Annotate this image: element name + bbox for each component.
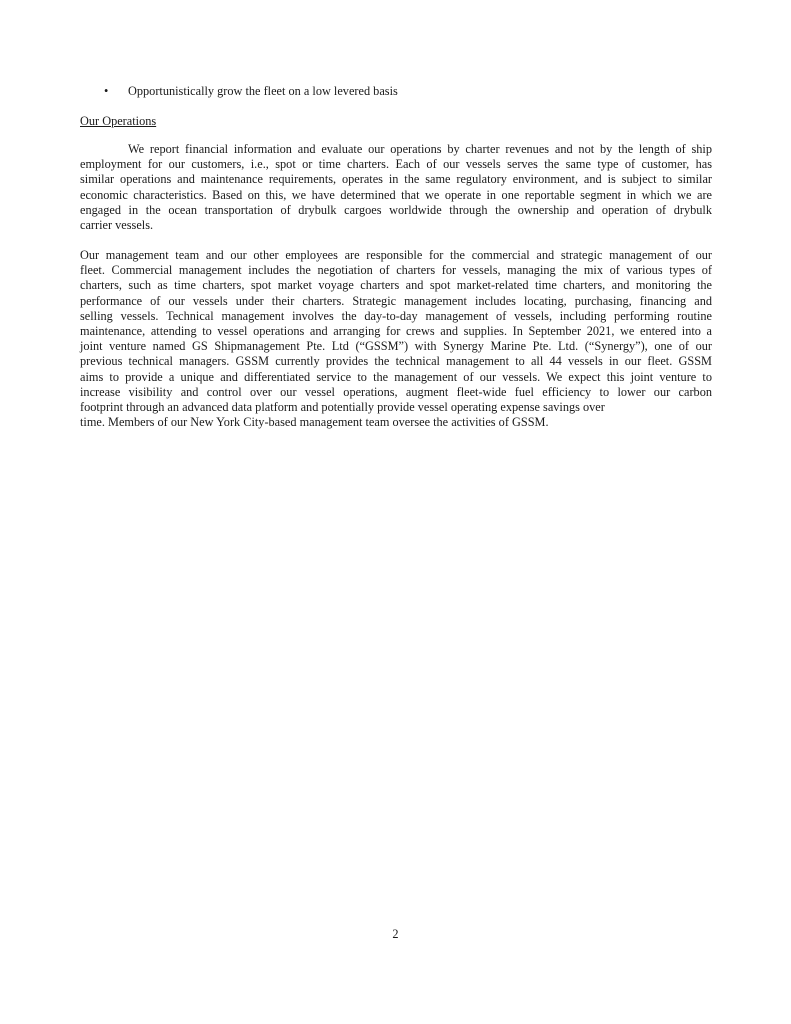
paragraph-line: aims to provide a unique and differentiated service to the management of our vessels. We expect this joint venture to xyxy=(80,369,712,384)
paragraph-line: time. Members of our New York City-based management team oversee the activities of GSSM. xyxy=(80,415,549,430)
paragraph-line: charters, such as time charters, spot market voyage charters and spot market-related time charters, and monitoring the xyxy=(80,278,712,293)
bullet-symbol: • xyxy=(104,84,109,98)
paragraph-line: Our management team and our other employees are responsible for the commercial and strategic management of our xyxy=(80,248,712,262)
paragraph-line: joint venture named GS Shipmanagement Pte. Ltd (“GSSM”) with Synergy Marine Pte. Ltd. (“Synergy”), one of our xyxy=(80,339,712,354)
page-number: 2 xyxy=(392,927,399,941)
paragraph-line: We report financial information and evaluate our operations by charter revenues and not by the length of ship xyxy=(128,142,712,156)
paragraph-line: increase visibility and control over our vessel operations, augment fleet-wide fuel efficiency to lower our carbon xyxy=(80,384,712,399)
paragraph-line: carrier vessels. xyxy=(80,218,154,233)
section-heading: Our Operations xyxy=(80,114,157,128)
bullet-text: Opportunistically grow the fleet on a low levered basis xyxy=(128,84,398,98)
paragraph-operations-reporting xyxy=(80,142,712,233)
bullet-list-item xyxy=(104,84,724,99)
paragraph-line: footprint through an advanced data platform and potentially provide vessel operating expense savings over xyxy=(80,400,605,415)
paragraph-line: engaged in the ocean transportation of drybulk cargoes worldwide through the ownership and operation of drybulk xyxy=(80,202,712,217)
paragraph-management-team xyxy=(80,248,712,430)
paragraph-line: economic characteristics. Based on this, we have determined that we operate in one reportable segment in which we are xyxy=(80,187,712,202)
paragraph-line: previous technical managers. GSSM currently provides the technical management to all 44 vessels in our fleet. GSSM xyxy=(80,354,712,369)
paragraph-line: performance of our vessels under their charters. Strategic management includes locating, purchasing, financing and xyxy=(80,293,712,308)
paragraph-line: maintenance, attending to vessel operations and arranging for crews and supplies. In September 2021, we entered into a xyxy=(80,324,712,339)
paragraph-line: fleet. Commercial management includes the negotiation of charters for vessels, managing the mix of various types of xyxy=(80,263,712,278)
paragraph-line: similar operations and maintenance requirements, operates in the same regulatory environment, and is subject to similar xyxy=(80,172,712,187)
paragraph-line: selling vessels. Technical management involves the day-to-day management of vessels, including performing routine xyxy=(80,308,712,323)
paragraph-line: employment for our customers, i.e., spot or time charters. Each of our vessels serves the same type of customer, has xyxy=(80,157,712,172)
